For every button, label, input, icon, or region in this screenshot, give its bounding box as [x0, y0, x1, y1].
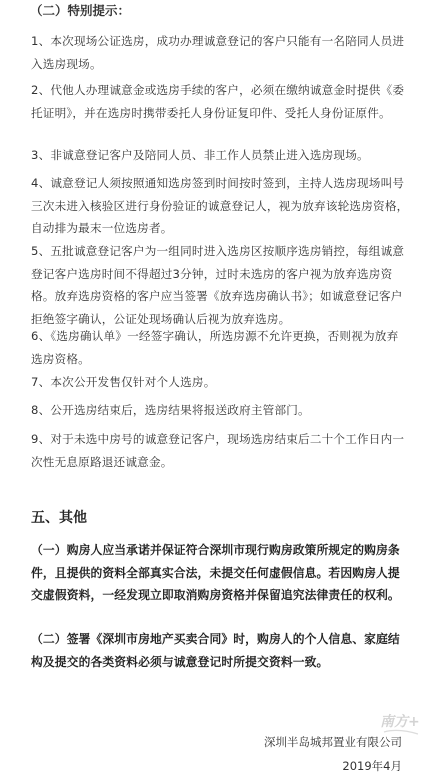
- note-item-5: 5、五批诚意登记客户为一组同时进入选房区按顺序选房销控，每组诚意登记客户选房时间不得超过3分钟，过时未选房的客户视为放弃选房资格。放弃选房资格的客户应当签署《放弃选房确认书》；如诚意登记客户拒绝签字确认，公证处现场确认后视为放弃选房。: [31, 244, 405, 326]
- special-notes-title: （二）特别提示：: [30, 3, 131, 18]
- note-item-8: 8、公开选房结束后，选房结果将报送政府主管部门。: [31, 403, 310, 417]
- note-item-3: 3、非诚意登记客户及陪同人员、非工作人员禁止进入选房现场。: [31, 148, 369, 162]
- watermark-text: 南方+: [380, 714, 420, 730]
- note-item-1: 1、本次现场公证选房，成功办理诚意登记的客户只能有一名陪同人员进入选房现场。: [31, 34, 405, 71]
- note-item-7: 7、本次公开发售仅针对个人选房。: [31, 375, 216, 389]
- signature-date: 2019年4月: [342, 759, 402, 773]
- watermark-logo: [378, 702, 426, 742]
- signature-company: 深圳半岛城邦置业有限公司: [264, 735, 402, 749]
- note-item-4: 4、诚意登记人须按照通知选房签到时间按时签到，主持人选房现场叫号三次未进入核验区进行身份验证的诚意登记人，视为放弃该轮选房资格，自动排为最末一位选房者。: [31, 176, 409, 235]
- other-paragraph-2: （二）签署《深圳市房地产买卖合同》时，购房人的个人信息、家庭结构及提交的各类资料必须与诚意登记时所提交资料一致。: [31, 632, 400, 669]
- other-section-title: 五、其他: [31, 510, 87, 526]
- note-item-6: 6、《选房确认单》一经签字确认，所选房源不允许更换，否则视为放弃选房资格。: [31, 329, 399, 366]
- note-item-2: 2、代他人办理诚意金或选房手续的客户，必须在缴纳诚意金时提供《委托证明》，并在选房时携带委托人身份证复印件、受托人身份证原件。: [31, 83, 405, 120]
- other-paragraph-1: （一）购房人应当承诺并保证符合深圳市现行购房政策所规定的购房条件，且提供的资料全部真实合法，未提交任何虚假信息。若因购房人提交虚假资料，一经发现立即取消购房资格并保留追究法律责任的权利。: [31, 543, 400, 602]
- note-item-9: 9、对于未选中房号的诚意登记客户，现场选房结束后二十个工作日内一次性无息原路退还诚意金。: [31, 432, 405, 469]
